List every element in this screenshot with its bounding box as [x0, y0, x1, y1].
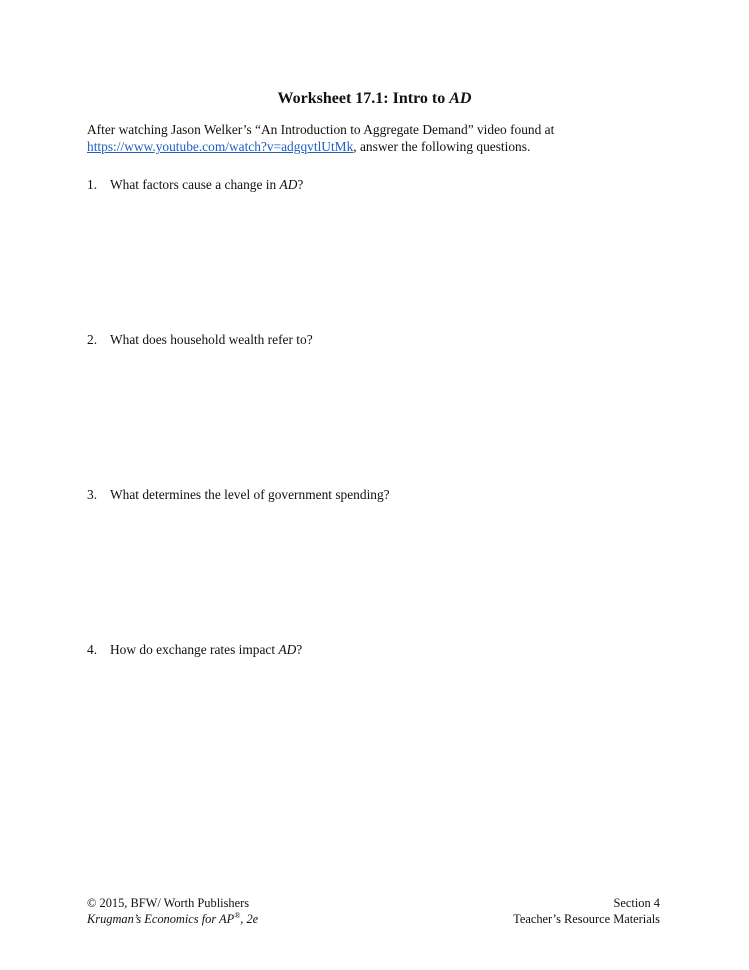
footer-book-title: Krugman’s Economics for AP®, 2e: [87, 910, 259, 926]
intro-text: After watching Jason Welker’s “An Introduction to Aggregate Demand” video found at: [87, 122, 555, 137]
question-text: What does household wealth refer to?: [110, 332, 313, 347]
title-italic-ad: AD: [449, 90, 472, 107]
question-number: 3.: [87, 487, 98, 502]
title-text: Worksheet 17.1: Intro to: [277, 90, 450, 107]
question-2: [87, 331, 313, 348]
footer-copyright: [87, 895, 258, 927]
question-number: 4.: [87, 642, 98, 657]
question-4: [87, 641, 302, 658]
footer-publisher: © 2015, BFW/ Worth Publishers: [87, 896, 250, 910]
intro-text-after: , answer the following questions.: [353, 139, 531, 154]
question-number: 1.: [87, 177, 98, 192]
worksheet-title: [0, 90, 749, 108]
footer-section-number: Section 4: [613, 896, 660, 910]
question-text: What determines the level of government spending?: [110, 487, 390, 502]
question-1: [87, 176, 303, 193]
question-3: [87, 486, 390, 503]
footer-materials: Teacher’s Resource Materials: [513, 912, 660, 926]
question-text: What factors cause a change in AD?: [110, 177, 304, 192]
footer-section: [513, 895, 660, 927]
question-number: 2.: [87, 332, 98, 347]
question-text: How do exchange rates impact AD?: [110, 642, 303, 657]
video-link[interactable]: https://www.youtube.com/watch?v=adgqvtlUtMk: [87, 139, 354, 154]
intro-paragraph: [87, 121, 687, 155]
